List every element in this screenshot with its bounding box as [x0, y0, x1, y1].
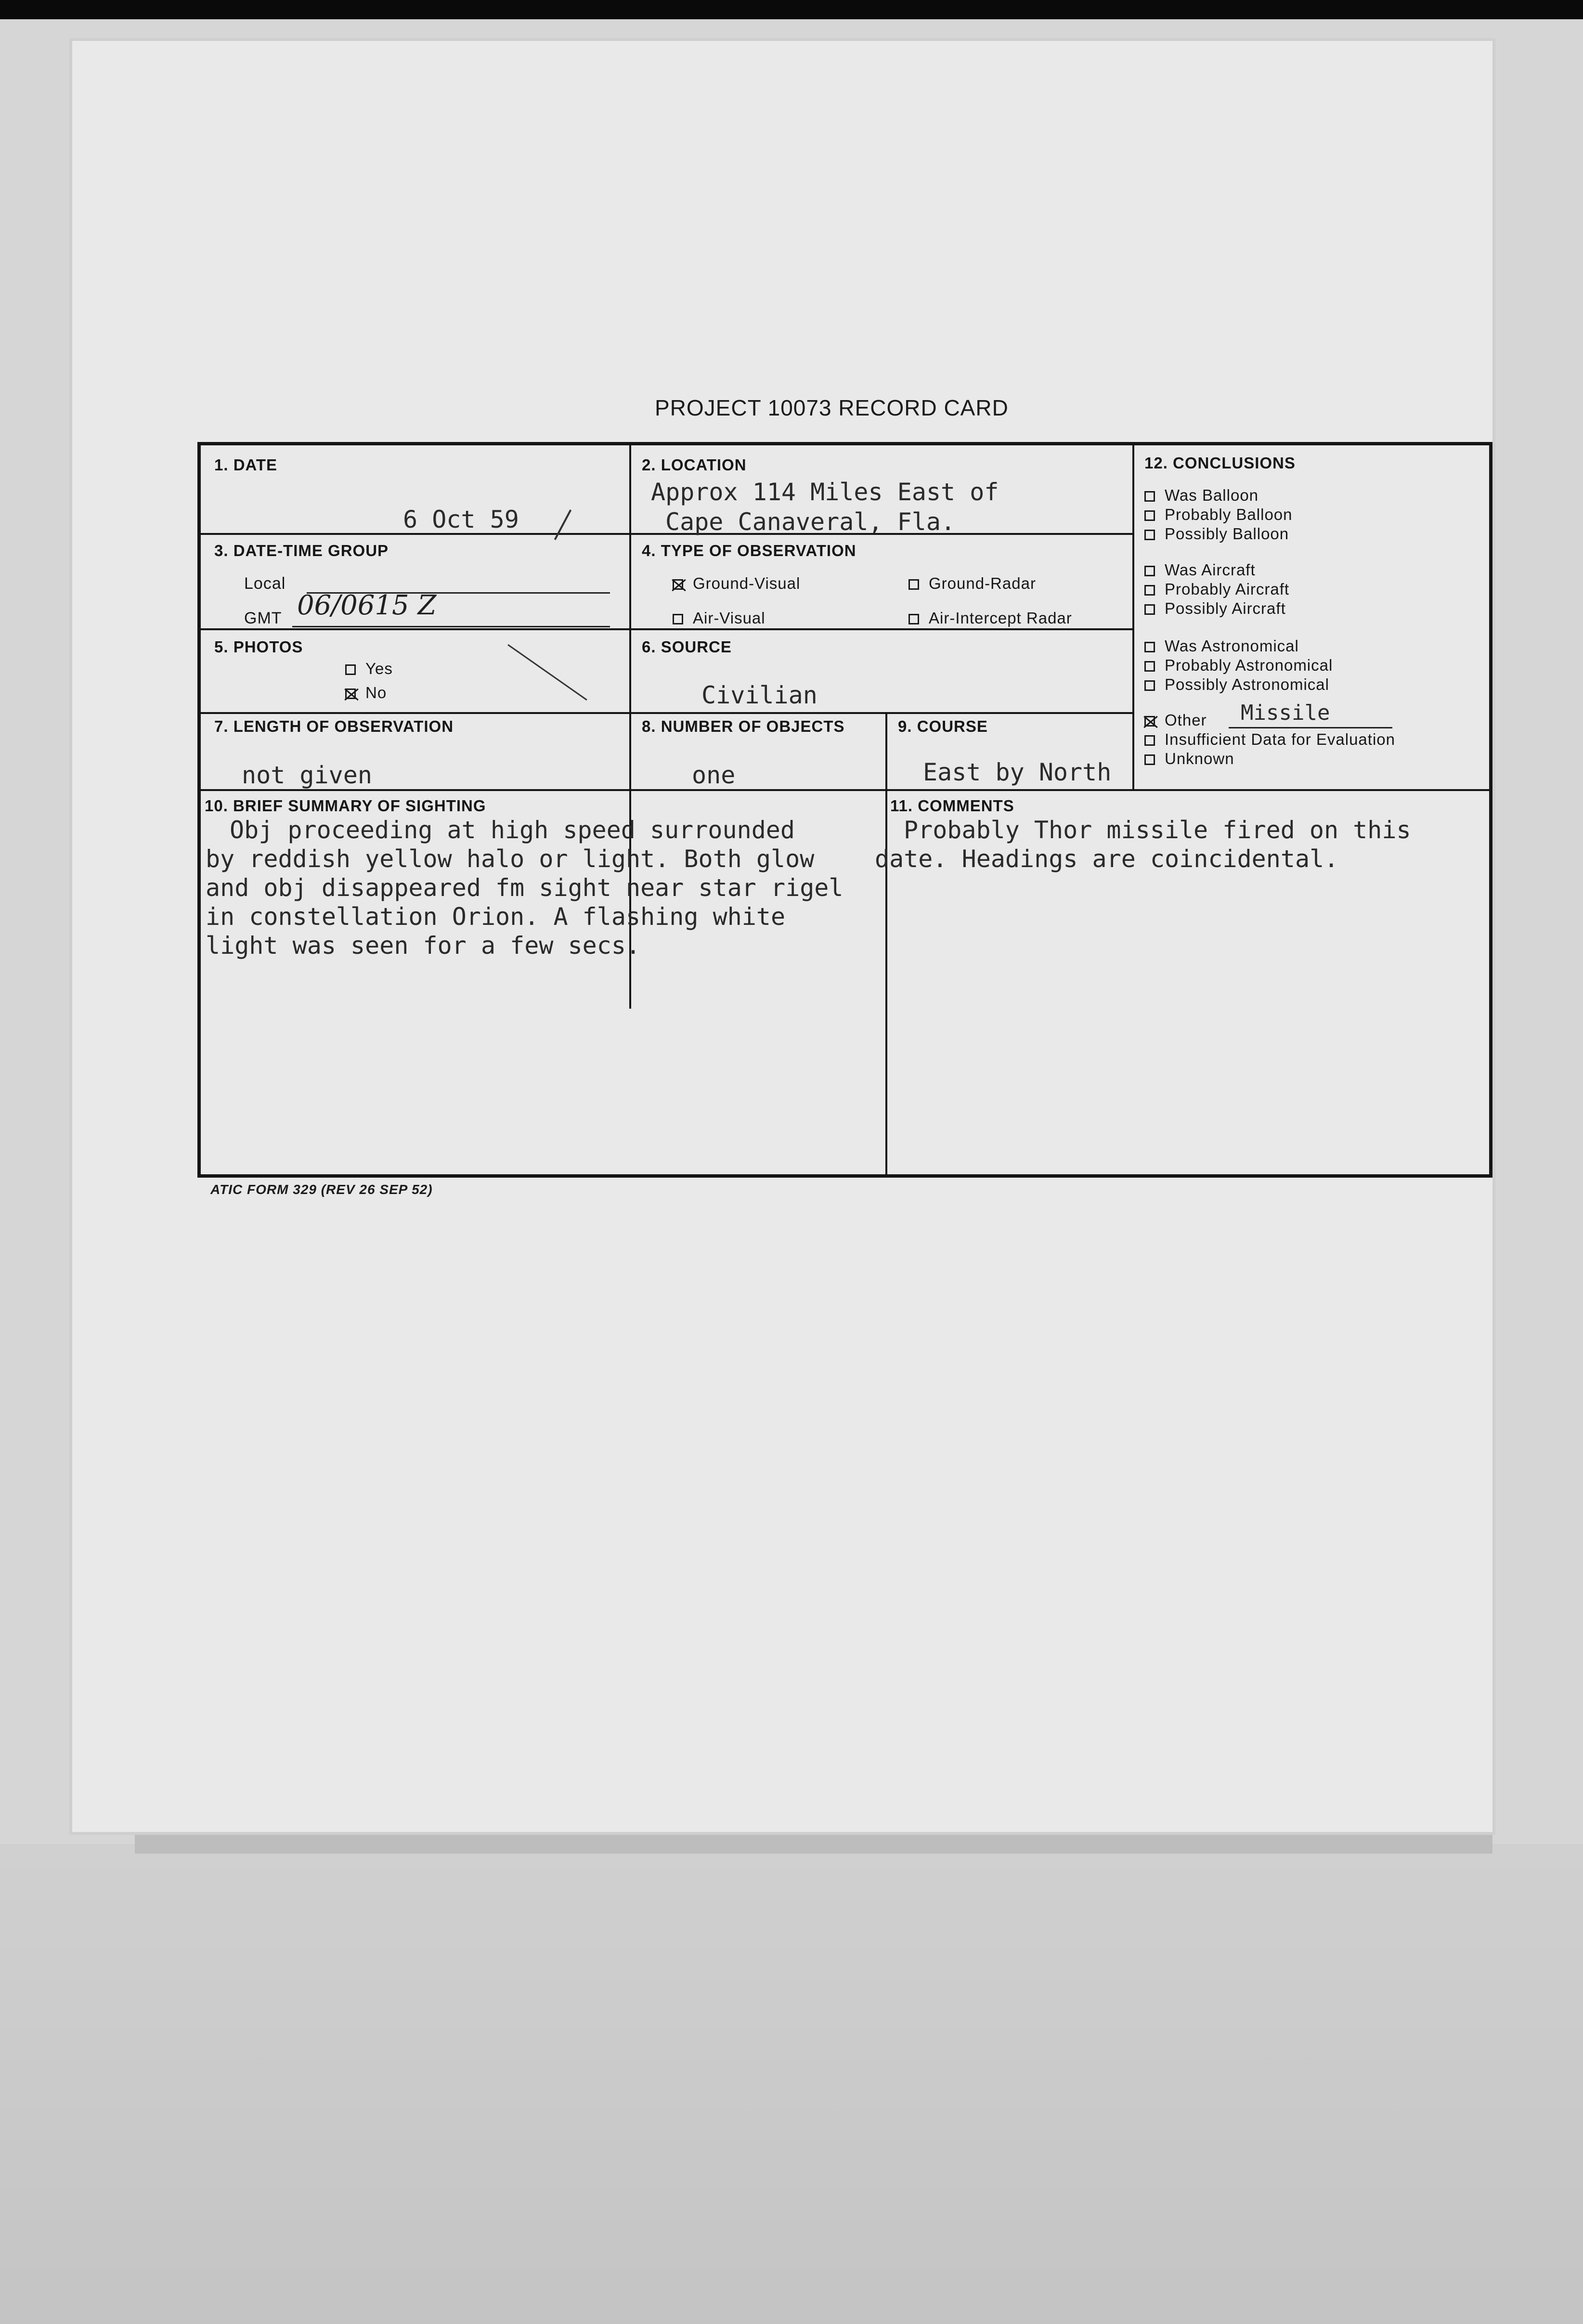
option-ground-visual: Ground-Visual — [673, 574, 800, 593]
local-label: Local — [244, 574, 286, 593]
summary-line: and obj disappeared fm sight near star rigel — [206, 874, 843, 902]
length-label: 7. LENGTH OF OBSERVATION — [214, 717, 454, 735]
checkbox-icon — [1144, 491, 1155, 502]
checkbox-icon — [1144, 735, 1155, 746]
summary-line: in constellation Orion. A flashing white — [206, 903, 786, 931]
conclusion-unknown: Unknown — [1144, 750, 1234, 768]
length-value: not given — [242, 761, 372, 789]
gmt-rule — [292, 626, 610, 627]
conclusion-was-aircraft: Was Aircraft — [1144, 561, 1256, 579]
checkbox-icon — [1144, 566, 1155, 576]
checkbox-icon — [1144, 530, 1155, 540]
checkbox-icon — [673, 614, 683, 624]
course-label: 9. COURSE — [898, 717, 988, 735]
option-air-visual: Air-Visual — [673, 609, 766, 627]
conclusions-label: 12. CONCLUSIONS — [1144, 454, 1296, 472]
conclusion-possibly-aircraft: Possibly Aircraft — [1144, 599, 1286, 618]
checkbox-icon — [1144, 642, 1155, 652]
conclusion-probably-balloon: Probably Balloon — [1144, 506, 1293, 524]
location-line1: Approx 114 Miles East of — [651, 478, 999, 506]
conclusion-probably-astronomical: Probably Astronomical — [1144, 656, 1333, 675]
summary-line: by reddish yellow halo or light. Both glow — [206, 845, 815, 873]
record-card — [197, 442, 1492, 1178]
conclusion-probably-aircraft: Probably Aircraft — [1144, 580, 1289, 598]
form-footer: ATIC FORM 329 (REV 26 SEP 52) — [210, 1182, 433, 1197]
checkbox-icon — [345, 664, 356, 675]
summary-line: Obj proceeding at high speed surrounded — [230, 816, 795, 844]
conclusions-list — [1144, 445, 1491, 789]
conclusion-was-balloon: Was Balloon — [1144, 486, 1259, 505]
observation-type-label: 4. TYPE OF OBSERVATION — [642, 542, 856, 559]
divider-h-2 — [201, 628, 1132, 630]
conclusion-possibly-balloon: Possibly Balloon — [1144, 525, 1289, 543]
conclusion-other: Other — [1144, 711, 1207, 729]
scan-backdrop-lower — [0, 1844, 1583, 2324]
conclusion-insufficient-data: Insufficient Data for Evaluation — [1144, 730, 1395, 749]
checkbox-checked-icon — [1144, 716, 1155, 727]
divider-v-course — [885, 712, 887, 789]
location-label: 2. LOCATION — [642, 456, 747, 474]
objects-value: one — [692, 761, 736, 789]
course-value: East by North — [923, 758, 1112, 786]
photos-label: 5. PHOTOS — [214, 638, 303, 656]
conclusion-other-value: Missile — [1241, 701, 1330, 725]
comments-line: Probably Thor missile fired on this — [904, 816, 1411, 844]
divider-h-3 — [201, 712, 1132, 714]
source-label: 6. SOURCE — [642, 638, 732, 656]
checkbox-icon — [1144, 604, 1155, 615]
checkbox-icon — [908, 579, 919, 590]
source-value: Civilian — [701, 681, 817, 709]
datetime-label: 3. DATE-TIME GROUP — [214, 542, 389, 559]
divider-v-conclusions — [1132, 445, 1134, 789]
other-rule — [1229, 727, 1392, 728]
option-ground-radar: Ground-Radar — [908, 574, 1036, 593]
gmt-label: GMT — [244, 609, 282, 627]
summary-line: light was seen for a few secs. — [206, 932, 641, 960]
gmt-value: 06/0615 Z — [297, 590, 437, 621]
checkbox-icon — [908, 614, 919, 624]
pencil-mark-photos — [507, 644, 587, 701]
checkbox-icon — [1144, 585, 1155, 596]
checkbox-icon — [1144, 754, 1155, 765]
checkbox-checked-icon — [345, 688, 356, 699]
comments-line: date. Headings are coincidental. — [875, 845, 1339, 873]
summary-label: 10. BRIEF SUMMARY OF SIGHTING — [205, 797, 486, 815]
comments-label: 11. COMMENTS — [890, 797, 1014, 815]
option-photos-yes: Yes — [345, 660, 393, 678]
pencil-mark-date — [554, 509, 571, 540]
conclusion-was-astronomical: Was Astronomical — [1144, 637, 1299, 655]
checkbox-icon — [1144, 680, 1155, 691]
date-label: 1. DATE — [214, 456, 278, 474]
checkbox-checked-icon — [673, 579, 683, 590]
divider-h-4 — [201, 789, 1489, 791]
option-photos-no: No — [345, 684, 387, 702]
date-value: 6 Oct 59 — [403, 506, 519, 533]
location-line2: Cape Canaveral, Fla. — [665, 508, 956, 536]
checkbox-icon — [1144, 510, 1155, 521]
objects-label: 8. NUMBER OF OBJECTS — [642, 717, 845, 735]
conclusion-possibly-astronomical: Possibly Astronomical — [1144, 675, 1329, 694]
checkbox-icon — [1144, 661, 1155, 672]
card-title: PROJECT 10073 RECORD CARD — [655, 395, 1009, 420]
option-air-intercept-radar: Air-Intercept Radar — [908, 609, 1072, 627]
